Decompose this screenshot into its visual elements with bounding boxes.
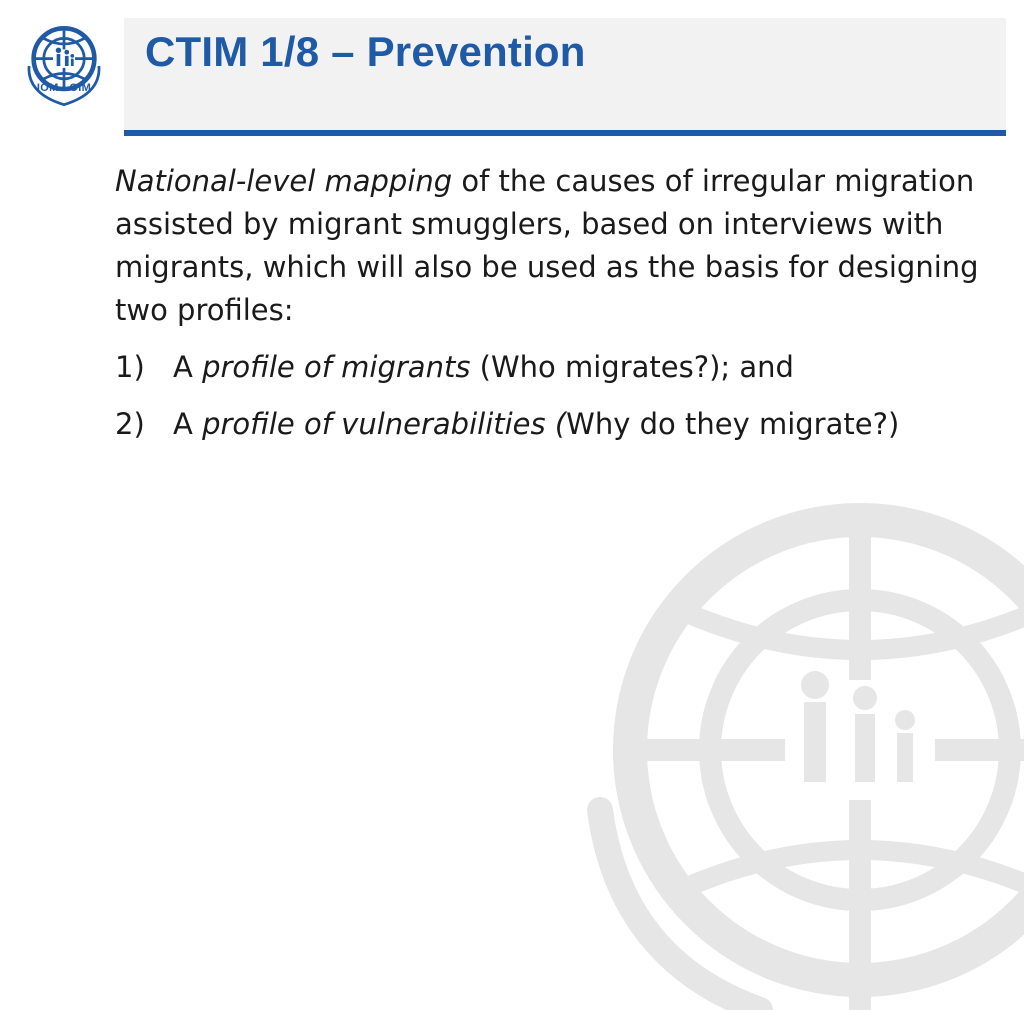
list-emphasis: profile of vulnerabilities ( [202,407,567,441]
list-text: Why do they migrate?) [566,407,900,441]
list-prefix: A [173,407,203,441]
list-prefix: A [173,350,203,384]
list-number: 2) [115,407,145,441]
iom-globe-watermark-icon [560,490,1024,1010]
logo-caption: IOM • OIM [36,82,92,94]
intro-paragraph [115,160,995,332]
iom-logo-icon [18,20,110,112]
slide-title: CTIM 1/8 – Prevention [145,28,586,75]
intro-emphasis: National-level mapping [115,164,453,198]
list-item [115,403,995,446]
profile-list [115,346,995,446]
list-text: (Who migrates?); and [470,350,794,384]
slide-body [115,160,995,460]
list-number: 1) [115,350,145,384]
intro-text: of the causes of irregular migration assisted by migrant smugglers, based on interviews with migrants, which will also be used as the basis for designing two profiles: [115,164,979,327]
list-item [115,346,995,389]
title-underline [124,130,1006,136]
list-emphasis: profile of migrants [202,350,471,384]
